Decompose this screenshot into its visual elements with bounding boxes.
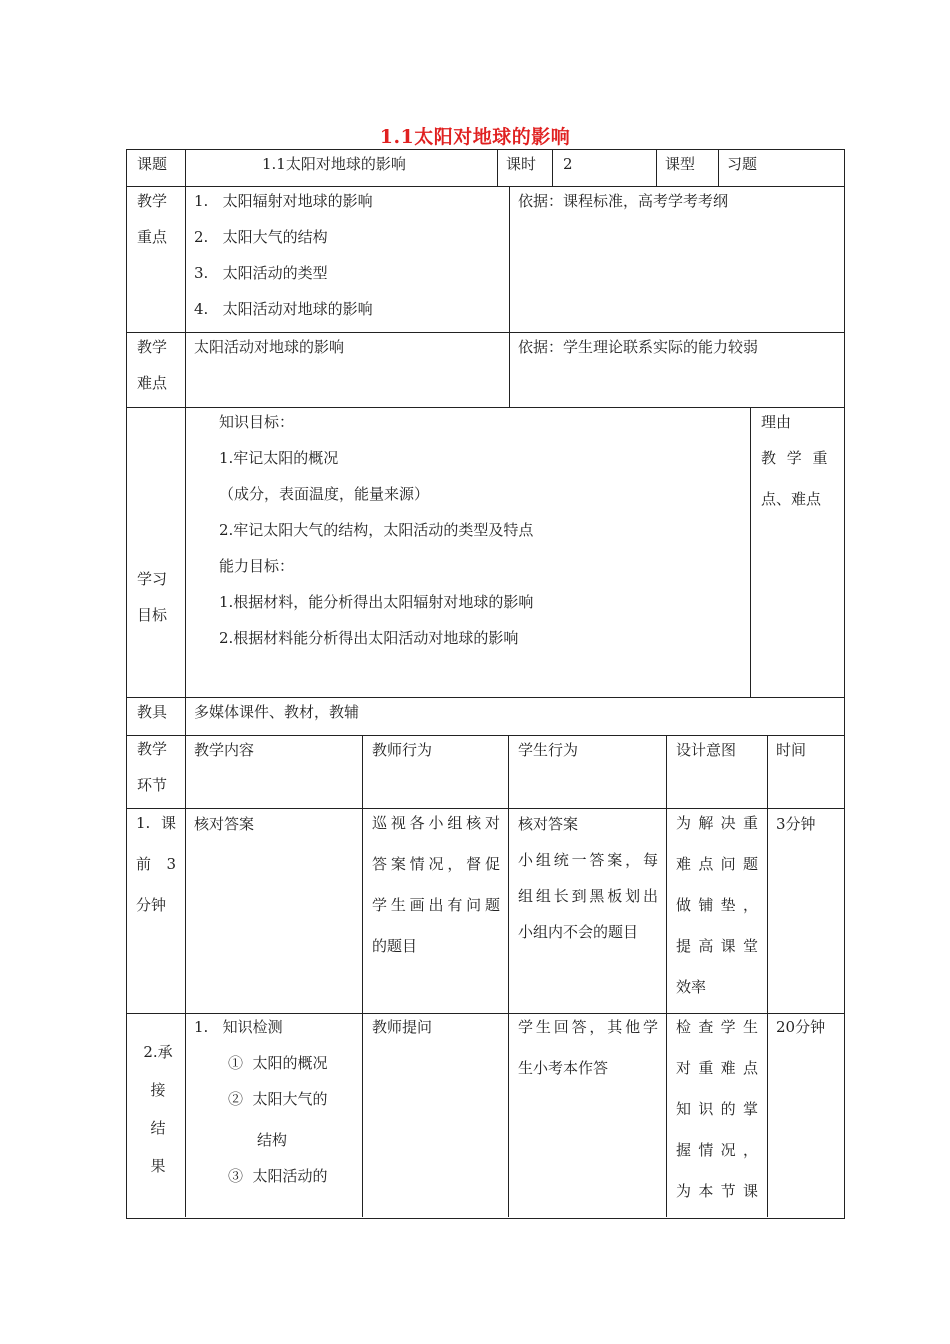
column-divider: [666, 735, 667, 1217]
stage-1-teacher: 巡视各小组核对 答案情况，督促 学生画出有问题 的题目: [372, 814, 500, 955]
hours-value: 2: [563, 155, 573, 173]
difficulty-basis: 依据：学生理论联系实际的能力较弱: [518, 338, 759, 356]
stage-2-content-item: 结构: [257, 1131, 288, 1149]
lesson-type-value: 习题: [727, 155, 758, 173]
reason-line: 教 学 重: [761, 449, 828, 467]
row-divider: [126, 735, 844, 736]
goals-label: 学习 目标: [137, 570, 168, 624]
difficulty-content: 太阳活动对地球的影响: [194, 338, 345, 356]
topic-value: 1.1太阳对地球的影响: [262, 155, 406, 173]
stage-1-label: 1. 课 前 3 分钟: [136, 814, 176, 914]
stage-1-student: 核对答案 小组统一答案，每 组组长到黑板划出 小组内不会的题目: [518, 815, 658, 941]
goal-line: 2.根据材料能分析得出太阳活动对地球的影响: [219, 629, 519, 647]
hours-label: 课时: [506, 155, 537, 173]
stage-1-intent: 为解决重 难点问题 做铺垫， 提高课堂 效率: [676, 814, 758, 996]
topic-label: 课题: [137, 155, 168, 173]
stage-2-teacher: 教师提问: [372, 1018, 433, 1036]
column-divider: [185, 149, 186, 1217]
list-item: 3. 太阳活动的类型: [194, 264, 328, 282]
stage-2-content-item: ① 太阳的概况: [228, 1054, 328, 1072]
stage-2-content-item: ② 太阳大气的: [228, 1090, 328, 1108]
lesson-type-label: 课型: [665, 155, 696, 173]
stage-2-time: 20分钟: [776, 1018, 826, 1036]
stage-1-content: 核对答案: [194, 815, 255, 833]
key-points-list: [194, 183, 373, 327]
tools-content: 多媒体课件、教材，教辅: [194, 703, 360, 721]
goal-line: 2.牢记太阳大气的结构，太阳活动的类型及特点: [219, 521, 534, 539]
teacher-header: 教师行为: [372, 741, 433, 759]
column-divider: [509, 186, 510, 408]
goal-line: 1.牢记太阳的概况: [219, 449, 339, 467]
goal-line: 能力目标：: [219, 557, 295, 575]
goal-line: （成分，表面温度，能量来源）: [219, 485, 430, 503]
stage-2-content-item: ③ 太阳活动的: [228, 1167, 328, 1185]
row-divider: [126, 697, 844, 698]
student-header: 学生行为: [518, 741, 579, 759]
stage-2-content-head: 1. 知识检测: [194, 1018, 283, 1036]
content-header: 教学内容: [194, 741, 255, 759]
column-divider: [552, 149, 553, 187]
list-item: 1. 太阳辐射对地球的影响: [194, 192, 373, 210]
stage-1-time: 3分钟: [776, 815, 816, 833]
column-divider: [750, 407, 751, 698]
list-item: 2. 太阳大气的结构: [194, 228, 328, 246]
column-divider: [362, 735, 363, 1217]
tools-label: 教具: [137, 703, 168, 721]
key-points-basis: 依据：课程标准，高考学考考纲: [518, 192, 729, 210]
reason-line: 点、难点: [761, 490, 822, 508]
list-item: 4. 太阳活动对地球的影响: [194, 300, 373, 318]
stage-2-student: 学生回答，其他学 生小考本作答: [518, 1018, 658, 1077]
goal-line: 1.根据材料，能分析得出太阳辐射对地球的影响: [219, 593, 534, 611]
intent-header: 设计意图: [676, 741, 737, 759]
stage-2-label: 2.承 接 结 果: [143, 1043, 173, 1175]
document-title: 1.1太阳对地球的影响: [379, 126, 571, 148]
reason-label: 理由: [761, 413, 792, 431]
time-header: 时间: [776, 741, 807, 759]
column-divider: [508, 735, 509, 1217]
row-divider: [126, 332, 844, 333]
difficulty-label: 教学 难点: [137, 338, 168, 392]
goals-content: [219, 404, 533, 656]
column-divider: [656, 149, 657, 187]
stage-2-intent: 检查学生 对重难点 知识的掌 握情况， 为本节课: [676, 1018, 758, 1200]
column-divider: [767, 735, 768, 1217]
column-divider: [718, 149, 719, 187]
key-points-label: 教学 重点: [137, 192, 168, 246]
goal-line: 知识目标：: [219, 413, 295, 431]
stage-header: 教学 环节: [137, 740, 168, 794]
column-divider: [497, 149, 498, 187]
